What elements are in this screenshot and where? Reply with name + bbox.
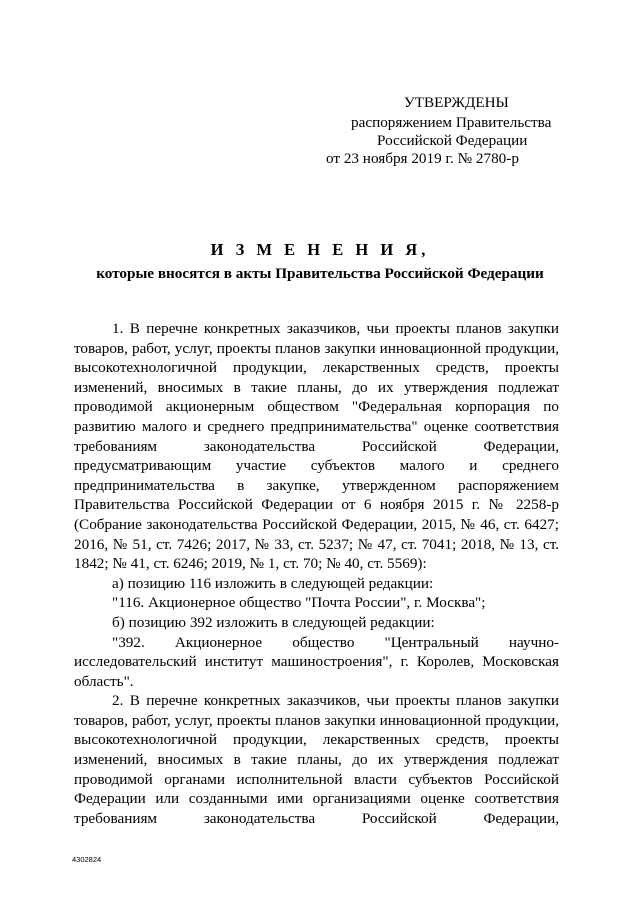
- paragraph-1a-text: "116. Акционерное общество "Почта России", г. Москва";: [112, 594, 486, 612]
- paragraph-2: 2. В перечне конкретных заказчиков, чьи проекты планов закупки товаров, работ, услуг, проекты планов закупки инновационной продукции, высокотехнологичной продукции, лекарственных средств, проекты изменений, вносимых в такие планы, до их утверждения подлежат проводимой органами исполнительной власти субъектов Российской Федерации или созданными ими организациями оценке соответствия требованиям законодательства Российской Федерации,: [74, 692, 559, 827]
- document-body: [74, 319, 559, 828]
- paragraph-1a: а) позицию 116 изложить в следующей редакции:: [112, 574, 434, 592]
- paragraph-1b-text: "392. Акционерное общество "Центральный научно-исследовательский институт машиностроения", г. Королев, Московская область".: [74, 633, 559, 690]
- document-title: И З М Е Н Е Н И Я,: [210, 240, 430, 259]
- approval-line-date: от 23 ноября 2019 г. № 2780-р: [326, 150, 519, 167]
- document-subtitle: которые вносятся в акты Правительства Российской Федерации: [96, 265, 544, 282]
- paragraph-1: 1. В перечне конкретных заказчиков, чьи проекты планов закупки товаров, работ, услуг, проекты планов закупки инновационной продукции, высокотехнологичной продукции, лекарственных средств, проекты изменений, вносимых в такие планы, до их утверждения подлежат проводимой акционерным обществом "Федеральная корпорация по развитию малого и среднего предпринимательства" оценке соответствия требованиям законодательства Российской Федерации, предусматривающим участие субъектов малого и среднего предпринимательства в закупке, утвержденном распоряжением Правительства Российской Федерации от 6 ноября 2015 г. № 2258-р (Собрание законодательства Российской Федерации, 2015, № 46, ст. 6427; 2016, № 51, ст. 7426; 2017, № 33, ст. 5237; № 47, ст. 7041; 2018, № 13, ст. 1842; № 41, ст. 6246; 2019, № 1, ст. 70; № 40, ст. 5569):: [74, 320, 559, 573]
- approval-line-order: распоряжением Правительства: [351, 114, 552, 131]
- approval-heading: УТВЕРЖДЕНЫ: [404, 94, 509, 111]
- document-code: 4302824: [72, 855, 102, 864]
- paragraph-1b: б) позицию 392 изложить в следующей редакции:: [112, 613, 435, 631]
- approval-line-government: Российской Федерации: [377, 132, 528, 149]
